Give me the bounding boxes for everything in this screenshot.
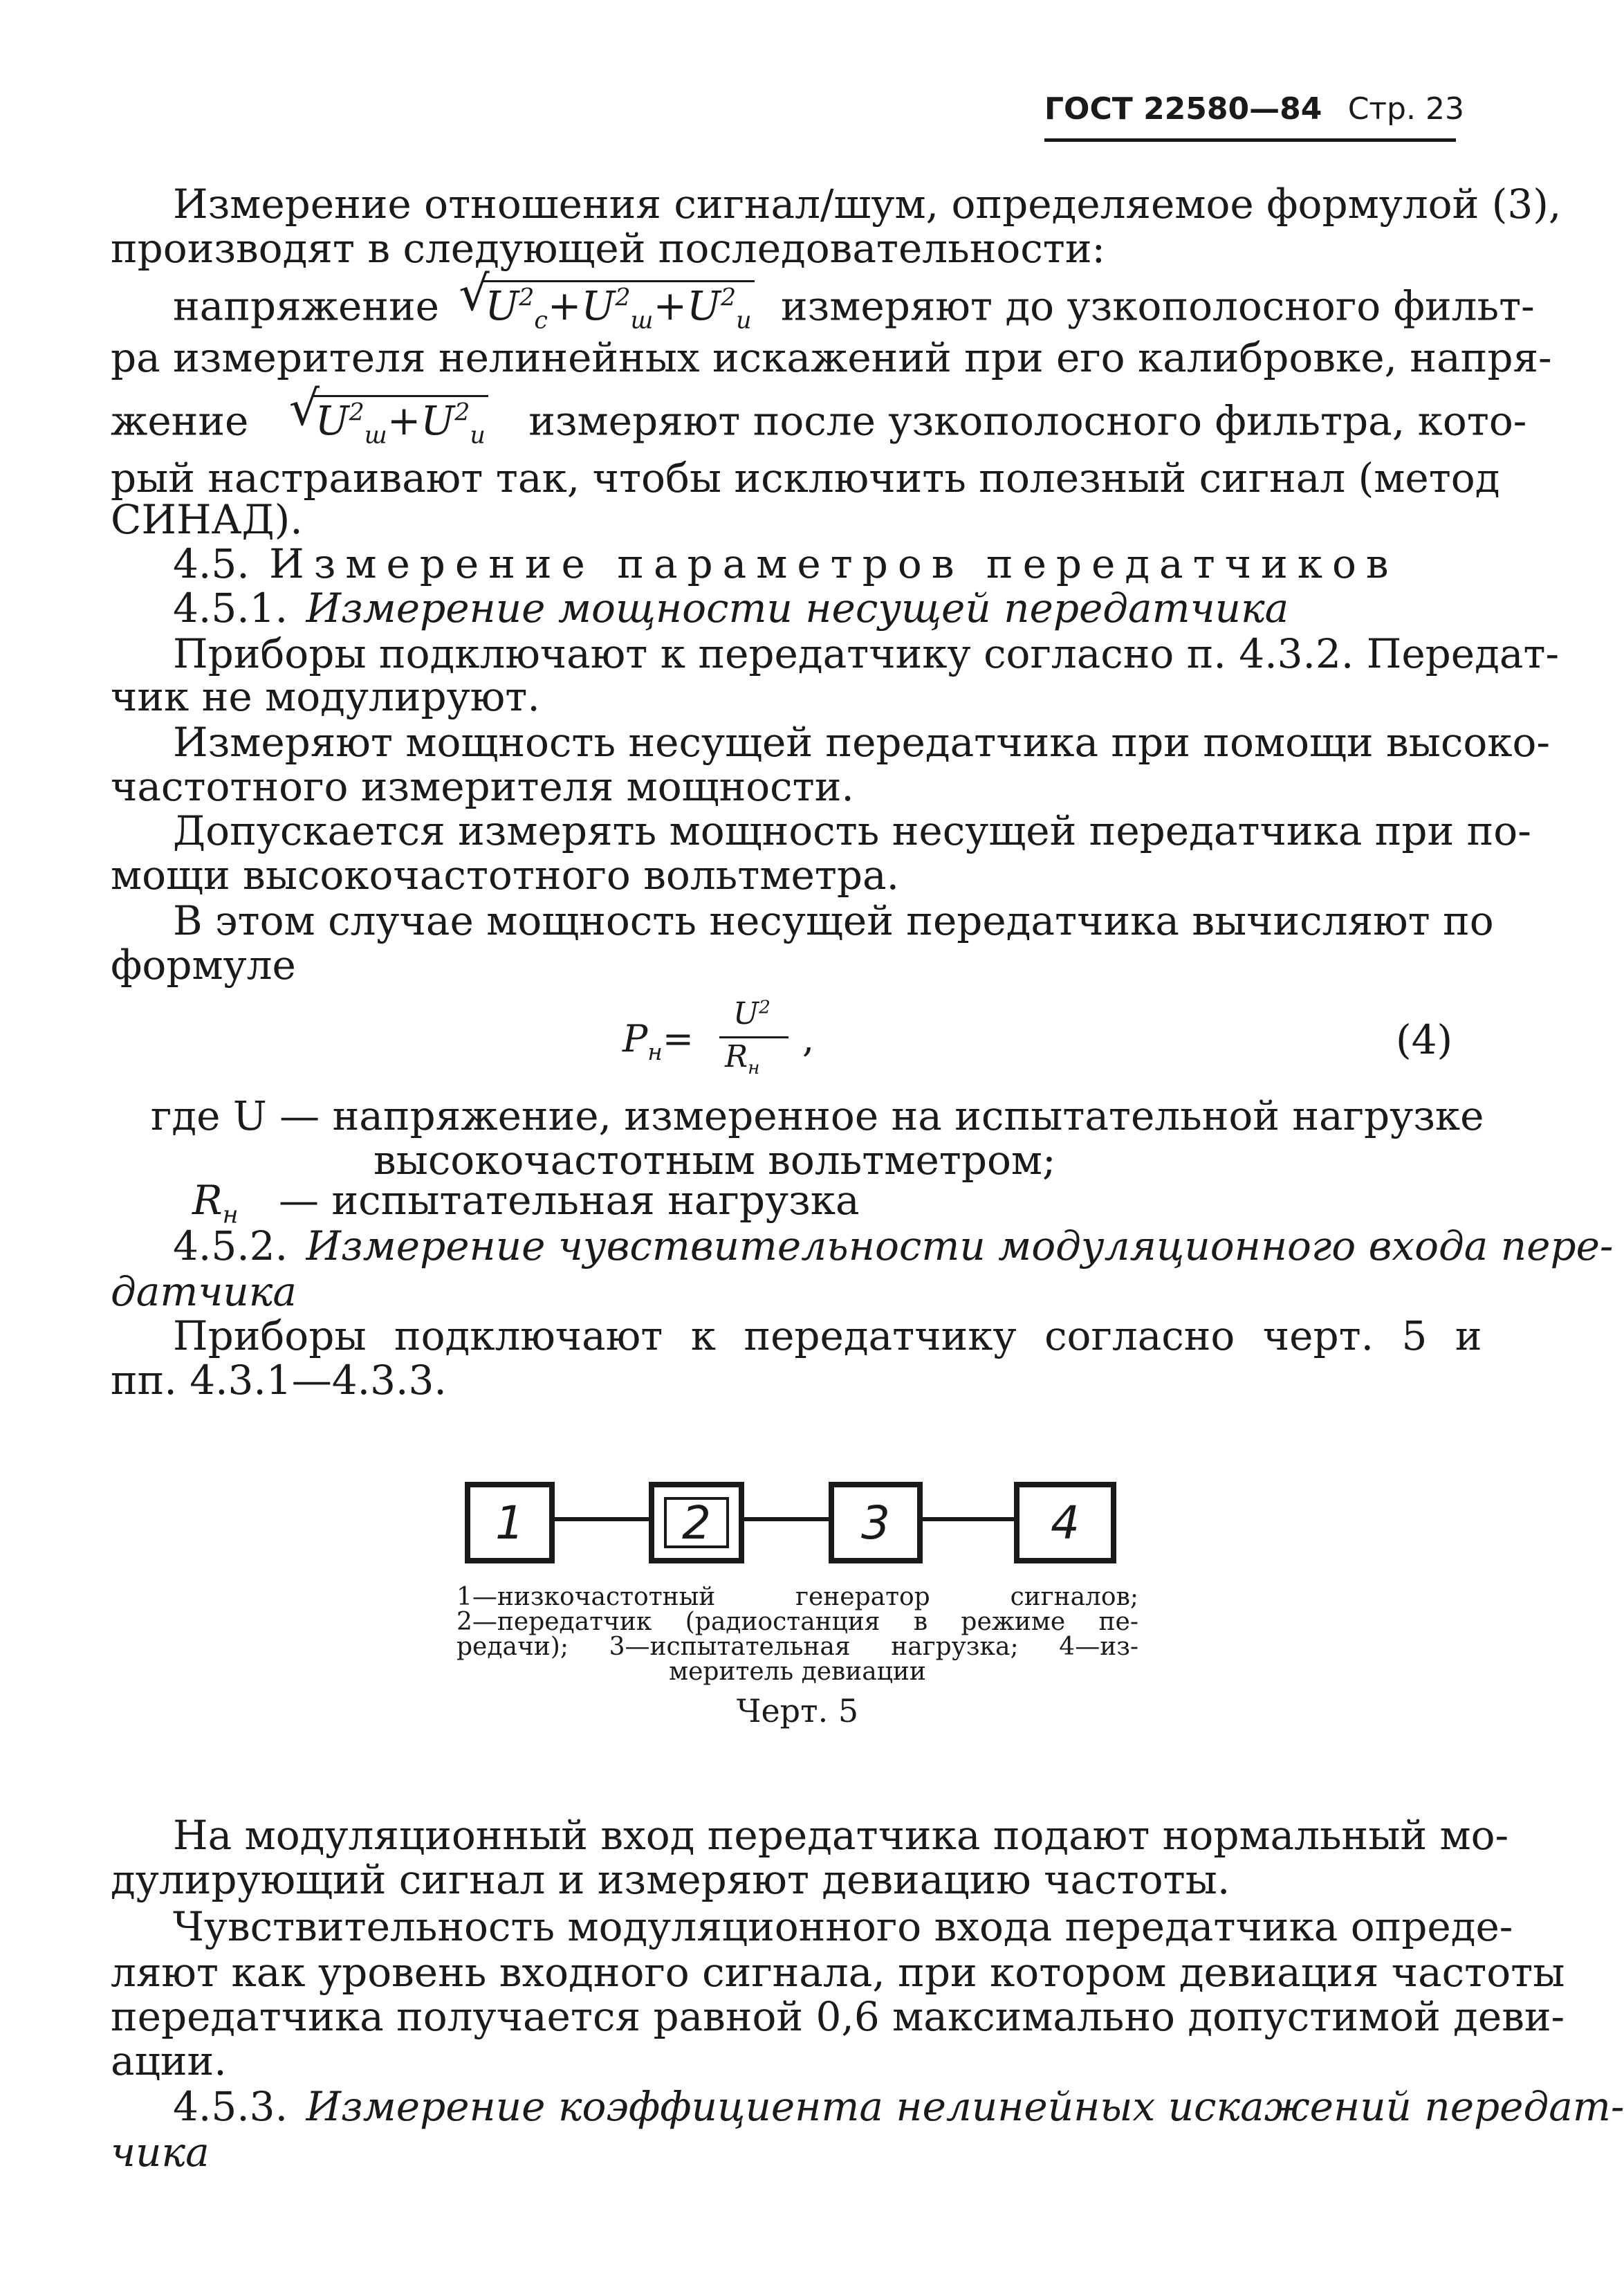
- standard-number: ГОСТ 22580—84: [1044, 91, 1322, 127]
- text-line: высокочастотным вольтметром;: [373, 1137, 1056, 1184]
- text-fragment: напряжение: [173, 282, 439, 330]
- running-header: [1044, 91, 1464, 127]
- diagram-box-generator: [465, 1482, 555, 1563]
- text-line: частотного измерителя мощности.: [111, 763, 854, 810]
- formula-noise-signal: √ $U^2_с+U^2_ш+U^2_и$: [459, 275, 754, 344]
- equation-number: (4): [1396, 1016, 1453, 1063]
- text-line: датчика: [111, 1268, 297, 1315]
- connector-line: [555, 1517, 649, 1521]
- text-line: Приборы подключают к передатчику согласно п. 4.3.2. Передат-: [173, 630, 1560, 677]
- subsection-heading: 4.5.1. Измерение мощности несущей передатчика: [173, 585, 1289, 632]
- text-line: $R_н$ — испытательная нагрузка: [192, 1177, 860, 1229]
- text-line: Чувствительность модуляционного входа передатчика опреде-: [173, 1903, 1513, 1950]
- subsection-heading: 4.5.3. Измерение коэффициента нелинейных искажений передат-: [173, 2083, 1624, 2130]
- text-line: чик не модулируют.: [111, 673, 540, 720]
- text-line: В этом случае мощность несущей передатчика вычисляют по: [173, 897, 1494, 944]
- text-line: Приборы подключают к передатчику согласно черт. 5 и: [173, 1312, 1482, 1359]
- text-line: [111, 390, 1526, 459]
- formula-noise: √ $U^2_ш+U^2_и$: [289, 390, 488, 459]
- diagram-box-load: [829, 1482, 923, 1563]
- diagram-box-deviation-meter: [1014, 1482, 1116, 1563]
- text-line: Измерение отношения сигнал/шум, определяемое формулой (3),: [173, 181, 1562, 228]
- text-line: На модуляционный вход передатчика подают нормальный мо-: [173, 1812, 1509, 1859]
- connector-line: [923, 1517, 1014, 1521]
- caption-line: редачи); 3—испытательная нагрузка; 4—из-: [456, 1633, 1138, 1661]
- header-rule: [1044, 138, 1456, 142]
- text-line: СИНАД).: [111, 496, 303, 543]
- text-fragment: измеряют после узкополосного фильтра, кото-: [528, 397, 1527, 445]
- text-line: Допускается измерять мощность несущей передатчика при по-: [173, 807, 1531, 854]
- text-line: ляют как уровень входного сигнала, при котором девиация частоты: [111, 1949, 1565, 1996]
- text-line: рый настраивают так, чтобы исключить полезный сигнал (метод: [111, 455, 1500, 502]
- section-heading: 4.5. Измерение параметров передатчиков: [173, 540, 1399, 587]
- box-label: 2: [682, 1496, 711, 1550]
- diagram-box-transmitter: [649, 1482, 744, 1563]
- text-line: формуле: [111, 942, 296, 989]
- text-line: где U — напряжение, измеренное на испытательной нагрузке: [151, 1092, 1484, 1139]
- box-label: 1: [495, 1496, 524, 1550]
- text-line: дулирующий сигнал и измеряют девиацию частоты.: [111, 1856, 1230, 1903]
- figure-title: Черт. 5: [736, 1692, 859, 1729]
- page-number: Стр. 23: [1347, 91, 1464, 127]
- text-line: передатчика получается равной 0,6 максимально допустимой деви-: [111, 1993, 1565, 2040]
- caption-line: 2—передатчик (радиостанция в режиме пе-: [456, 1608, 1138, 1636]
- caption-line: 1—низкочастотный генератор сигналов;: [456, 1583, 1138, 1611]
- text-line: чика: [111, 2129, 210, 2176]
- text-line: ра измерителя нелинейных искажений при его калибровке, напря-: [111, 334, 1552, 381]
- text-fragment: измеряют до узкополосного фильт-: [780, 282, 1535, 330]
- caption-line: меритель девиации: [669, 1658, 926, 1686]
- subsection-heading: 4.5.2. Измерение чувствительности модуляционного входа пере-: [173, 1222, 1614, 1269]
- connector-line: [744, 1517, 829, 1521]
- text-line: мощи высокочастотного вольтметра.: [111, 852, 900, 899]
- text-line: Измеряют мощность несущей передатчика при помощи высоко-: [173, 719, 1551, 766]
- text-line: производят в следующей последовательности:: [111, 225, 1106, 272]
- box-label: 4: [1051, 1496, 1080, 1550]
- box-label: 3: [861, 1496, 890, 1550]
- text-fragment: жение: [111, 397, 249, 445]
- text-line: пп. 4.3.1—4.3.3.: [111, 1357, 447, 1404]
- text-line: ации.: [111, 2037, 227, 2084]
